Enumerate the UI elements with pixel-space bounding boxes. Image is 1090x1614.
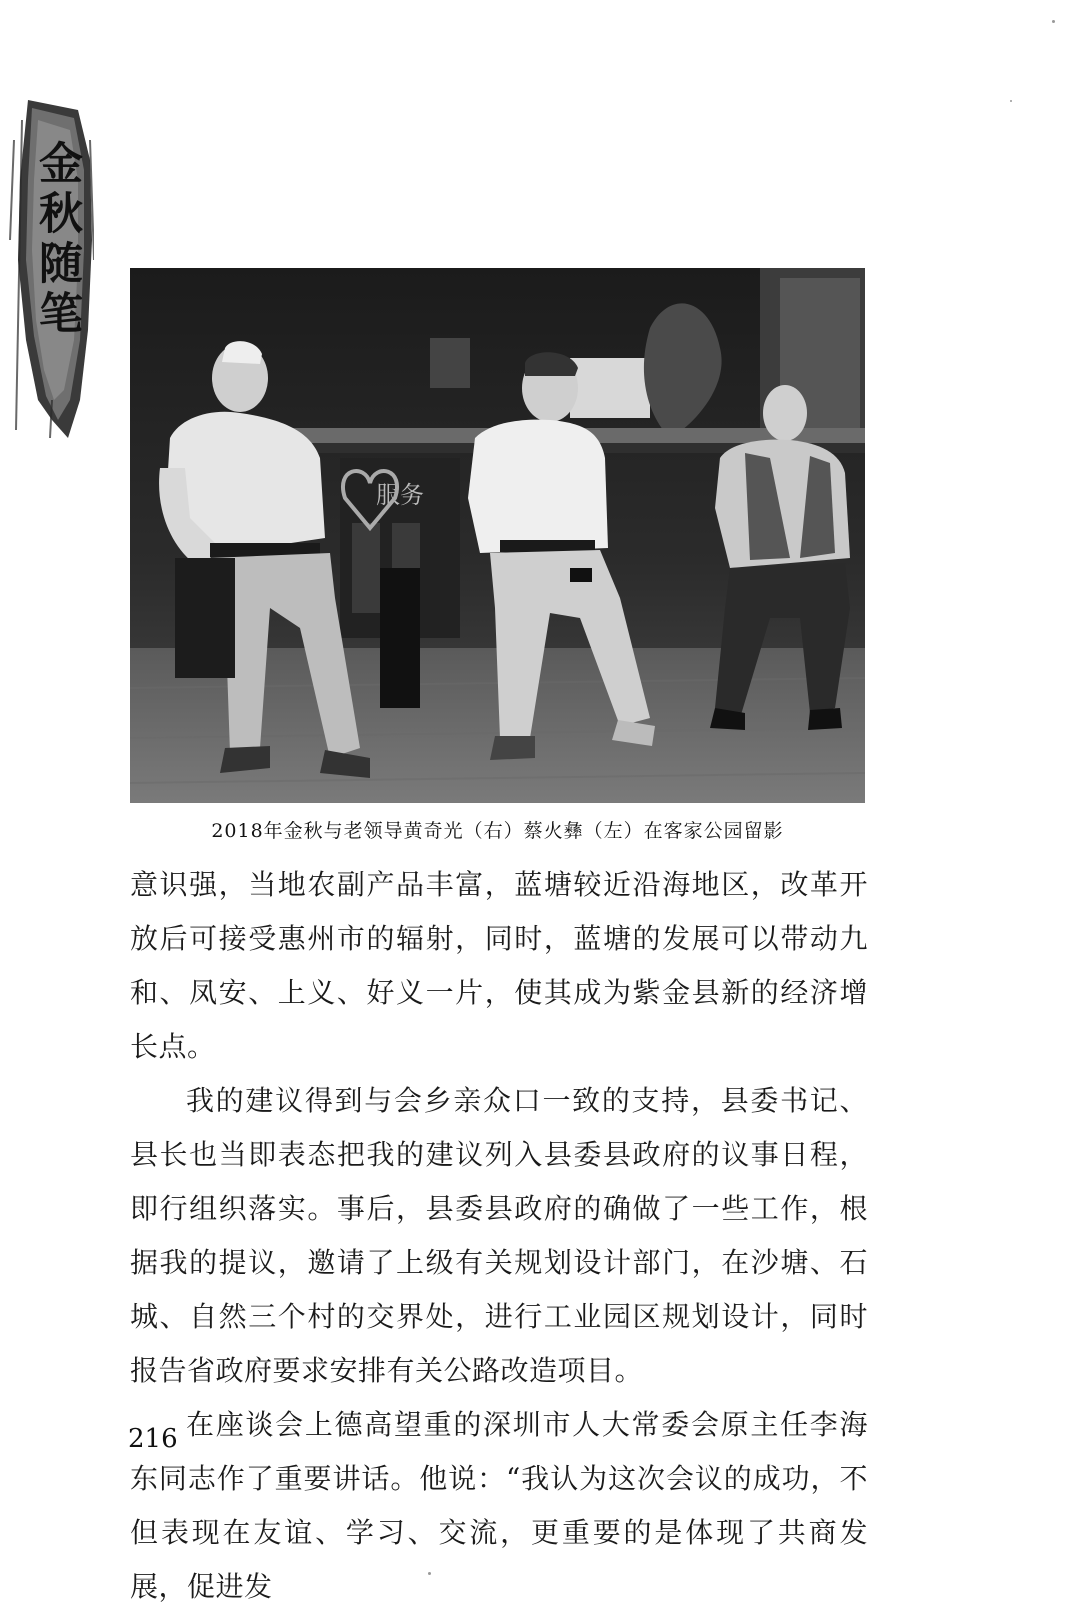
scan-speck [1052, 20, 1055, 23]
paragraph: 在座谈会上德高望重的深圳市人大常委会原主任李海东同志作了重要讲话。他说：“我认为这次会议的成功，不但表现在友谊、学习、交流，更重要的是体现了共商发展，促进发 [130, 1408, 868, 1603]
photo-caption: 2018年金秋与老领导黄奇光（右）蔡火彝（左）在客家公园留影 [211, 820, 784, 842]
sign-text: 服务 [376, 481, 424, 509]
chapter-title: 金秋随笔 [31, 140, 82, 340]
box-on-shelf [570, 358, 650, 418]
scan-speck [428, 1572, 431, 1575]
three-seated-men-photo [130, 268, 865, 803]
paragraph: 意识强，当地农副产品丰富，蓝塘较近沿海地区，改革开放后可接受惠州市的辐射，同时，蓝塘的发展可以带动九和、凤安、上义、好义一片，使其成为紫金县新的经济增长点。 [130, 868, 868, 1063]
photo [130, 268, 865, 803]
scan-speck [1010, 100, 1012, 102]
page-number: 216 [128, 1424, 178, 1454]
paragraph: 我的建议得到与会乡亲众口一致的支持，县委书记、县长也当即表态把我的建议列入县委县政府的议事日程，即行组织落实。事后，县委县政府的确做了一些工作，根据我的提议，邀请了上级有关规划设计部门，在沙塘、石城、自然三个村的交界处，进行工业园区规划设计，同时报告省政府要求安排有关公路改造项目。 [130, 1084, 868, 1387]
body-text [130, 858, 868, 1614]
chapter-side-tab [8, 100, 94, 440]
